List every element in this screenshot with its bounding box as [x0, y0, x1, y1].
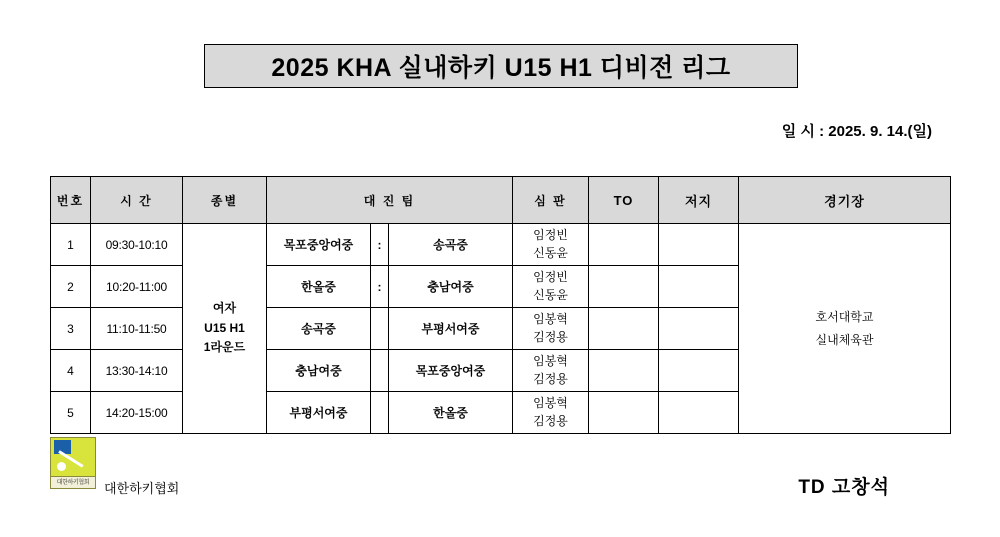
header-scorer: 저지 — [659, 177, 739, 224]
row-to — [589, 308, 659, 350]
row-time: 14:20-15:00 — [91, 392, 183, 434]
referee-1: 임봉혁 — [533, 354, 568, 369]
row-referees — [513, 224, 589, 266]
row-no: 1 — [51, 224, 91, 266]
row-no: 3 — [51, 308, 91, 350]
row-home-team: 송곡중 — [267, 308, 371, 350]
header-referee: 심 판 — [513, 177, 589, 224]
row-colon: : — [371, 266, 389, 308]
row-scorer — [659, 266, 739, 308]
row-colon: : — [371, 224, 389, 266]
referee-1: 임정빈 — [533, 228, 568, 243]
hockey-association-logo-icon — [50, 437, 96, 489]
referee-1: 임정빈 — [533, 270, 568, 285]
row-home-team: 충남여중 — [267, 350, 371, 392]
association-name: 대한하키협회 — [104, 481, 180, 496]
row-referees — [513, 350, 589, 392]
referee-2: 김정용 — [533, 371, 568, 386]
row-no: 2 — [51, 266, 91, 308]
venue-block — [739, 224, 951, 434]
schedule-table — [50, 176, 951, 434]
kind-line-2: U15 H1 — [204, 320, 245, 335]
row-to — [589, 350, 659, 392]
logo-graphic — [51, 438, 95, 477]
row-colon — [371, 350, 389, 392]
event-date: 일 시 : 2025. 9. 14.(일) — [781, 123, 932, 140]
referee-1: 임봉혁 — [533, 396, 568, 411]
row-away-team: 한올중 — [389, 392, 513, 434]
row-referees — [513, 308, 589, 350]
referee-2: 신동윤 — [533, 245, 568, 260]
row-colon — [371, 392, 389, 434]
row-to — [589, 392, 659, 434]
referee-2: 신동윤 — [533, 287, 568, 302]
row-colon — [371, 308, 389, 350]
row-time: 11:10-11:50 — [91, 308, 183, 350]
table-header-row — [51, 177, 951, 224]
kind-line-1: 여자 — [212, 300, 237, 315]
row-away-team: 목포중앙여중 — [389, 350, 513, 392]
page-title-text: 2025 KHA 실내하키 U15 H1 디비전 리그 — [271, 54, 731, 82]
row-scorer — [659, 308, 739, 350]
kind-block — [183, 224, 267, 434]
row-home-team: 목포중앙여중 — [267, 224, 371, 266]
row-away-team: 부평서여중 — [389, 308, 513, 350]
row-no: 4 — [51, 350, 91, 392]
row-scorer — [659, 224, 739, 266]
row-away-team: 충남여중 — [389, 266, 513, 308]
row-to — [589, 224, 659, 266]
venue-line-2: 실내체육관 — [815, 332, 874, 347]
row-scorer — [659, 392, 739, 434]
row-referees — [513, 392, 589, 434]
row-home-team: 한올중 — [267, 266, 371, 308]
kind-line-3: 1라운드 — [203, 340, 246, 355]
header-venue: 경기장 — [739, 177, 951, 224]
row-to — [589, 266, 659, 308]
technical-delegate: TD 고창석 — [798, 477, 890, 498]
referee-1: 임봉혁 — [533, 312, 568, 327]
header-match: 대 진 팀 — [267, 177, 513, 224]
header-time: 시 간 — [91, 177, 183, 224]
row-away-team: 송곡중 — [389, 224, 513, 266]
venue-line-1: 호서대학교 — [815, 309, 874, 324]
referee-2: 김정용 — [533, 329, 568, 344]
header-no: 번호 — [51, 177, 91, 224]
logo-caption: 대한하키협회 — [56, 480, 90, 486]
row-time: 10:20-11:00 — [91, 266, 183, 308]
table-row — [51, 224, 951, 266]
hockey-ball-icon — [57, 462, 66, 471]
row-time: 13:30-14:10 — [91, 350, 183, 392]
header-kind: 종별 — [183, 177, 267, 224]
row-referees — [513, 266, 589, 308]
row-time: 09:30-10:10 — [91, 224, 183, 266]
header-to: TO — [589, 177, 659, 224]
row-no: 5 — [51, 392, 91, 434]
row-scorer — [659, 350, 739, 392]
referee-2: 김정용 — [533, 413, 568, 428]
row-home-team: 부평서여중 — [267, 392, 371, 434]
page-title — [204, 44, 798, 88]
